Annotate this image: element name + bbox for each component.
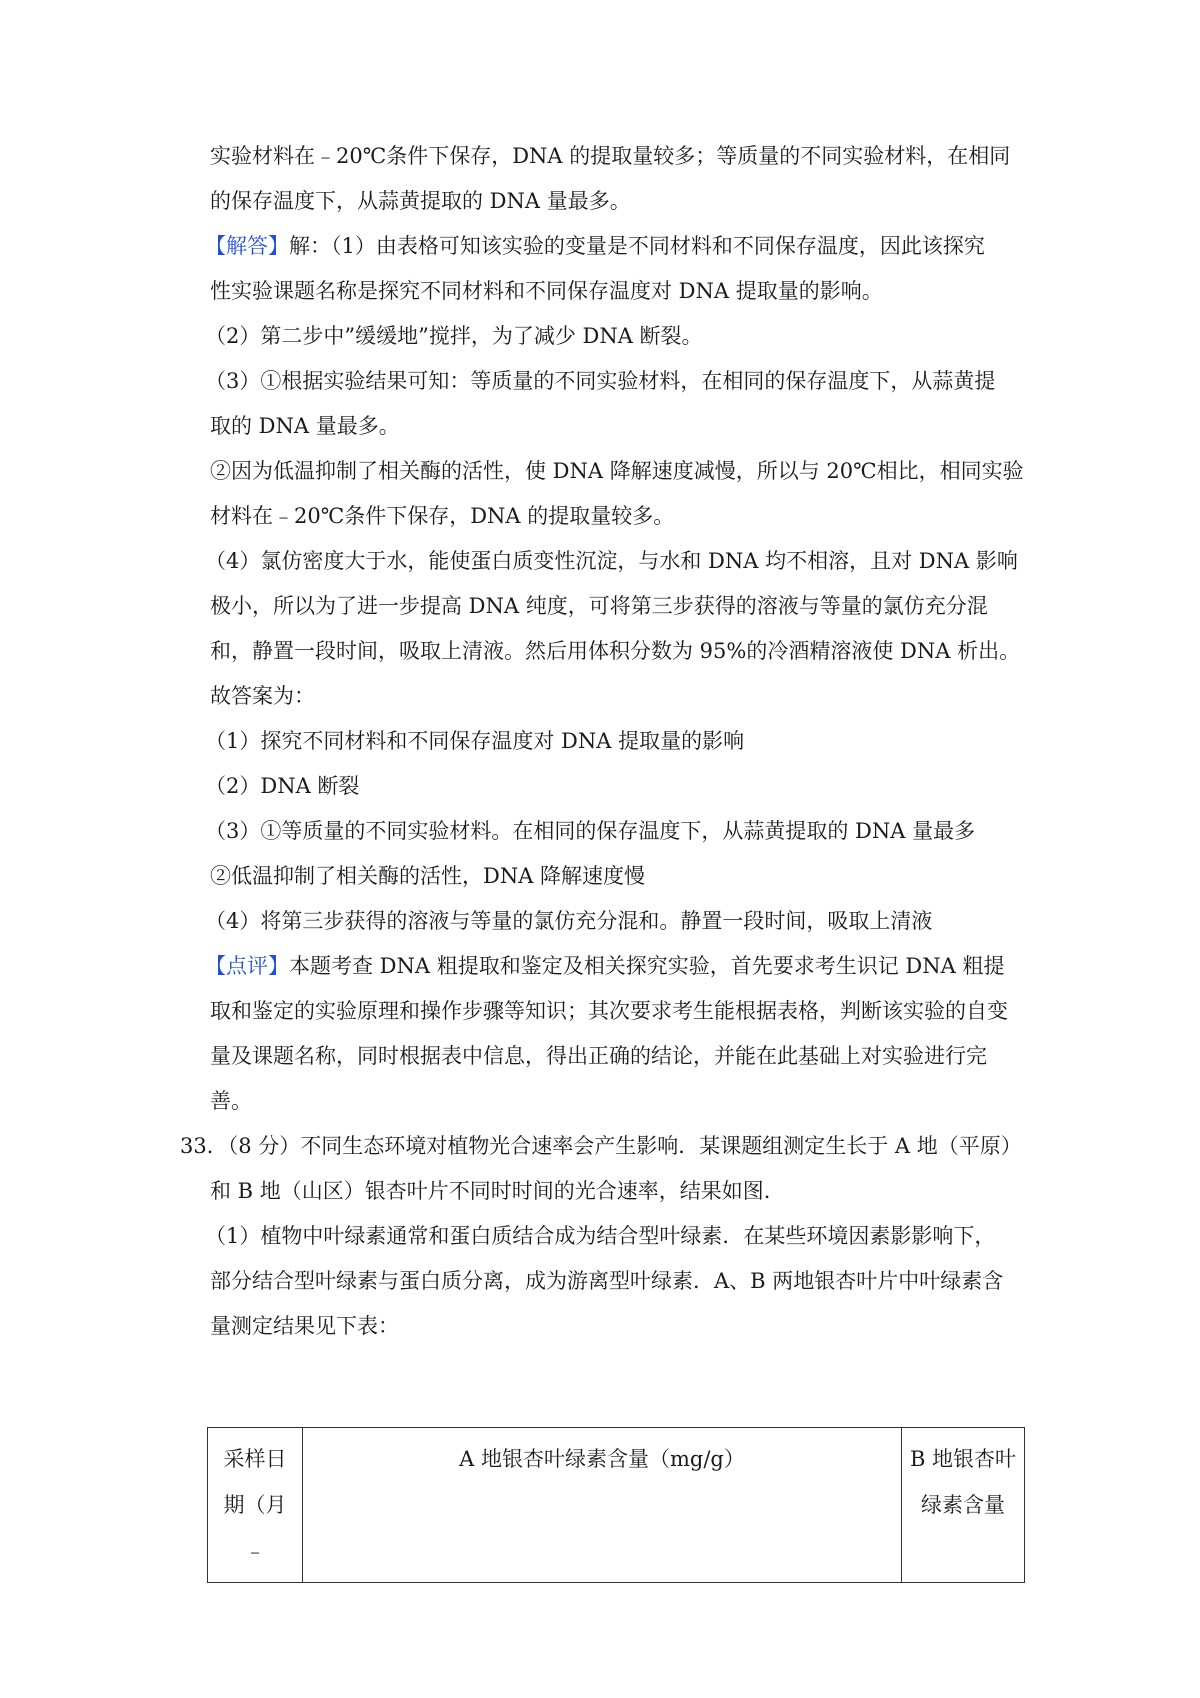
answer-line: [205, 231, 985, 261]
text-line: 故答案为：: [210, 684, 315, 708]
comment-line: [205, 951, 1004, 981]
text-line: 取和鉴定的实验原理和操作步骤等知识；其次要求考生能根据表格，判断该实验的自变: [210, 999, 1008, 1023]
answer-tag: 【解答】: [205, 234, 289, 258]
table-header-row: [208, 1428, 1025, 1583]
text-line: （1）探究不同材料和不同保存温度对 DNA 提取量的影响: [205, 729, 745, 753]
header-cell-b: [902, 1428, 1025, 1583]
header-cell-b-line1: B 地银杏叶: [909, 1447, 1017, 1471]
text-line: （3）①等质量的不同实验材料。在相同的保存温度下，从蒜黄提取的 DNA 量最多: [205, 819, 976, 843]
text-line: 部分结合型叶绿素与蛋白质分离，成为游离型叶绿素．A、B 两地银杏叶片中叶绿素含: [210, 1269, 1004, 1293]
header-cell-date: [208, 1428, 303, 1583]
header-cell-b-line2: 绿素含量: [921, 1493, 1005, 1517]
comment-tag: 【点评】: [205, 954, 289, 978]
text-line: 的保存温度下，从蒜黄提取的 DNA 量最多。: [210, 189, 631, 213]
text-line: 极小，所以为了进一步提高 DNA 纯度，可将第三步获得的溶液与等量的氯仿充分混: [210, 594, 988, 618]
text-line: 实验材料在﹣20℃条件下保存，DNA 的提取量较多；等质量的不同实验材料，在相同: [210, 144, 1011, 168]
text-line: 和 B 地（山区）银杏叶片不同时时间的光合速率，结果如图．: [210, 1179, 785, 1203]
text-line: ②低温抑制了相关酶的活性，DNA 降解速度慢: [210, 864, 646, 888]
header-cell-a-text: A 地银杏叶绿素含量（mg/g）: [459, 1447, 745, 1471]
text-line: 和，静置一段时间，吸取上清液。然后用体积分数为 95%的冷酒精溶液使 DNA 析出。: [210, 639, 1021, 663]
text-line: （4）将第三步获得的溶液与等量的氯仿充分混和。静置一段时间，吸取上清液: [205, 909, 933, 933]
text-line: （1）植物中叶绿素通常和蛋白质结合成为结合型叶绿素．在某些环境因素影影响下，: [205, 1224, 996, 1248]
header-cell-date-line1: 采样日: [223, 1447, 287, 1471]
text-line: （3）①根据实验结果可知：等质量的不同实验材料，在相同的保存温度下，从蒜黄提: [205, 369, 996, 393]
text-line: 量测定结果见下表：: [210, 1314, 399, 1338]
text-line: 善。: [210, 1089, 252, 1113]
text-line: 取的 DNA 量最多。: [210, 414, 400, 438]
text-line: （2）DNA 断裂: [205, 774, 360, 798]
text-line: 性实验课题名称是探究不同材料和不同保存温度对 DNA 提取量的影响。: [210, 279, 883, 303]
text-line: ②因为低温抑制了相关酶的活性，使 DNA 降解速度减慢，所以与 20℃相比，相同实验: [210, 459, 1024, 483]
text-line: （4）氯仿密度大于水，能使蛋白质变性沉淀，与水和 DNA 均不相溶，且对 DNA 影响: [205, 549, 1018, 573]
header-cell-date-line2: 期（月﹣: [223, 1493, 287, 1563]
answer-text: 解：（1）由表格可知该实验的变量是不同材料和不同保存温度，因此该探究: [289, 234, 985, 258]
text-line: 材料在﹣20℃条件下保存，DNA 的提取量较多。: [210, 504, 675, 528]
text-line: （2）第二步中”缓缓地”搅拌，为了减少 DNA 断裂。: [205, 324, 703, 348]
chlorophyll-table: [207, 1427, 1025, 1583]
header-cell-a: [303, 1428, 902, 1583]
question-33-line: 33．（8 分）不同生态环境对植物光合速率会产生影响．某课题组测定生长于 A 地（平原）: [180, 1134, 1022, 1158]
text-line: 量及课题名称，同时根据表中信息，得出正确的结论，并能在此基础上对实验进行完: [210, 1044, 987, 1068]
comment-text: 本题考查 DNA 粗提取和鉴定及相关探究实验，首先要求考生识记 DNA 粗提: [289, 954, 1005, 978]
